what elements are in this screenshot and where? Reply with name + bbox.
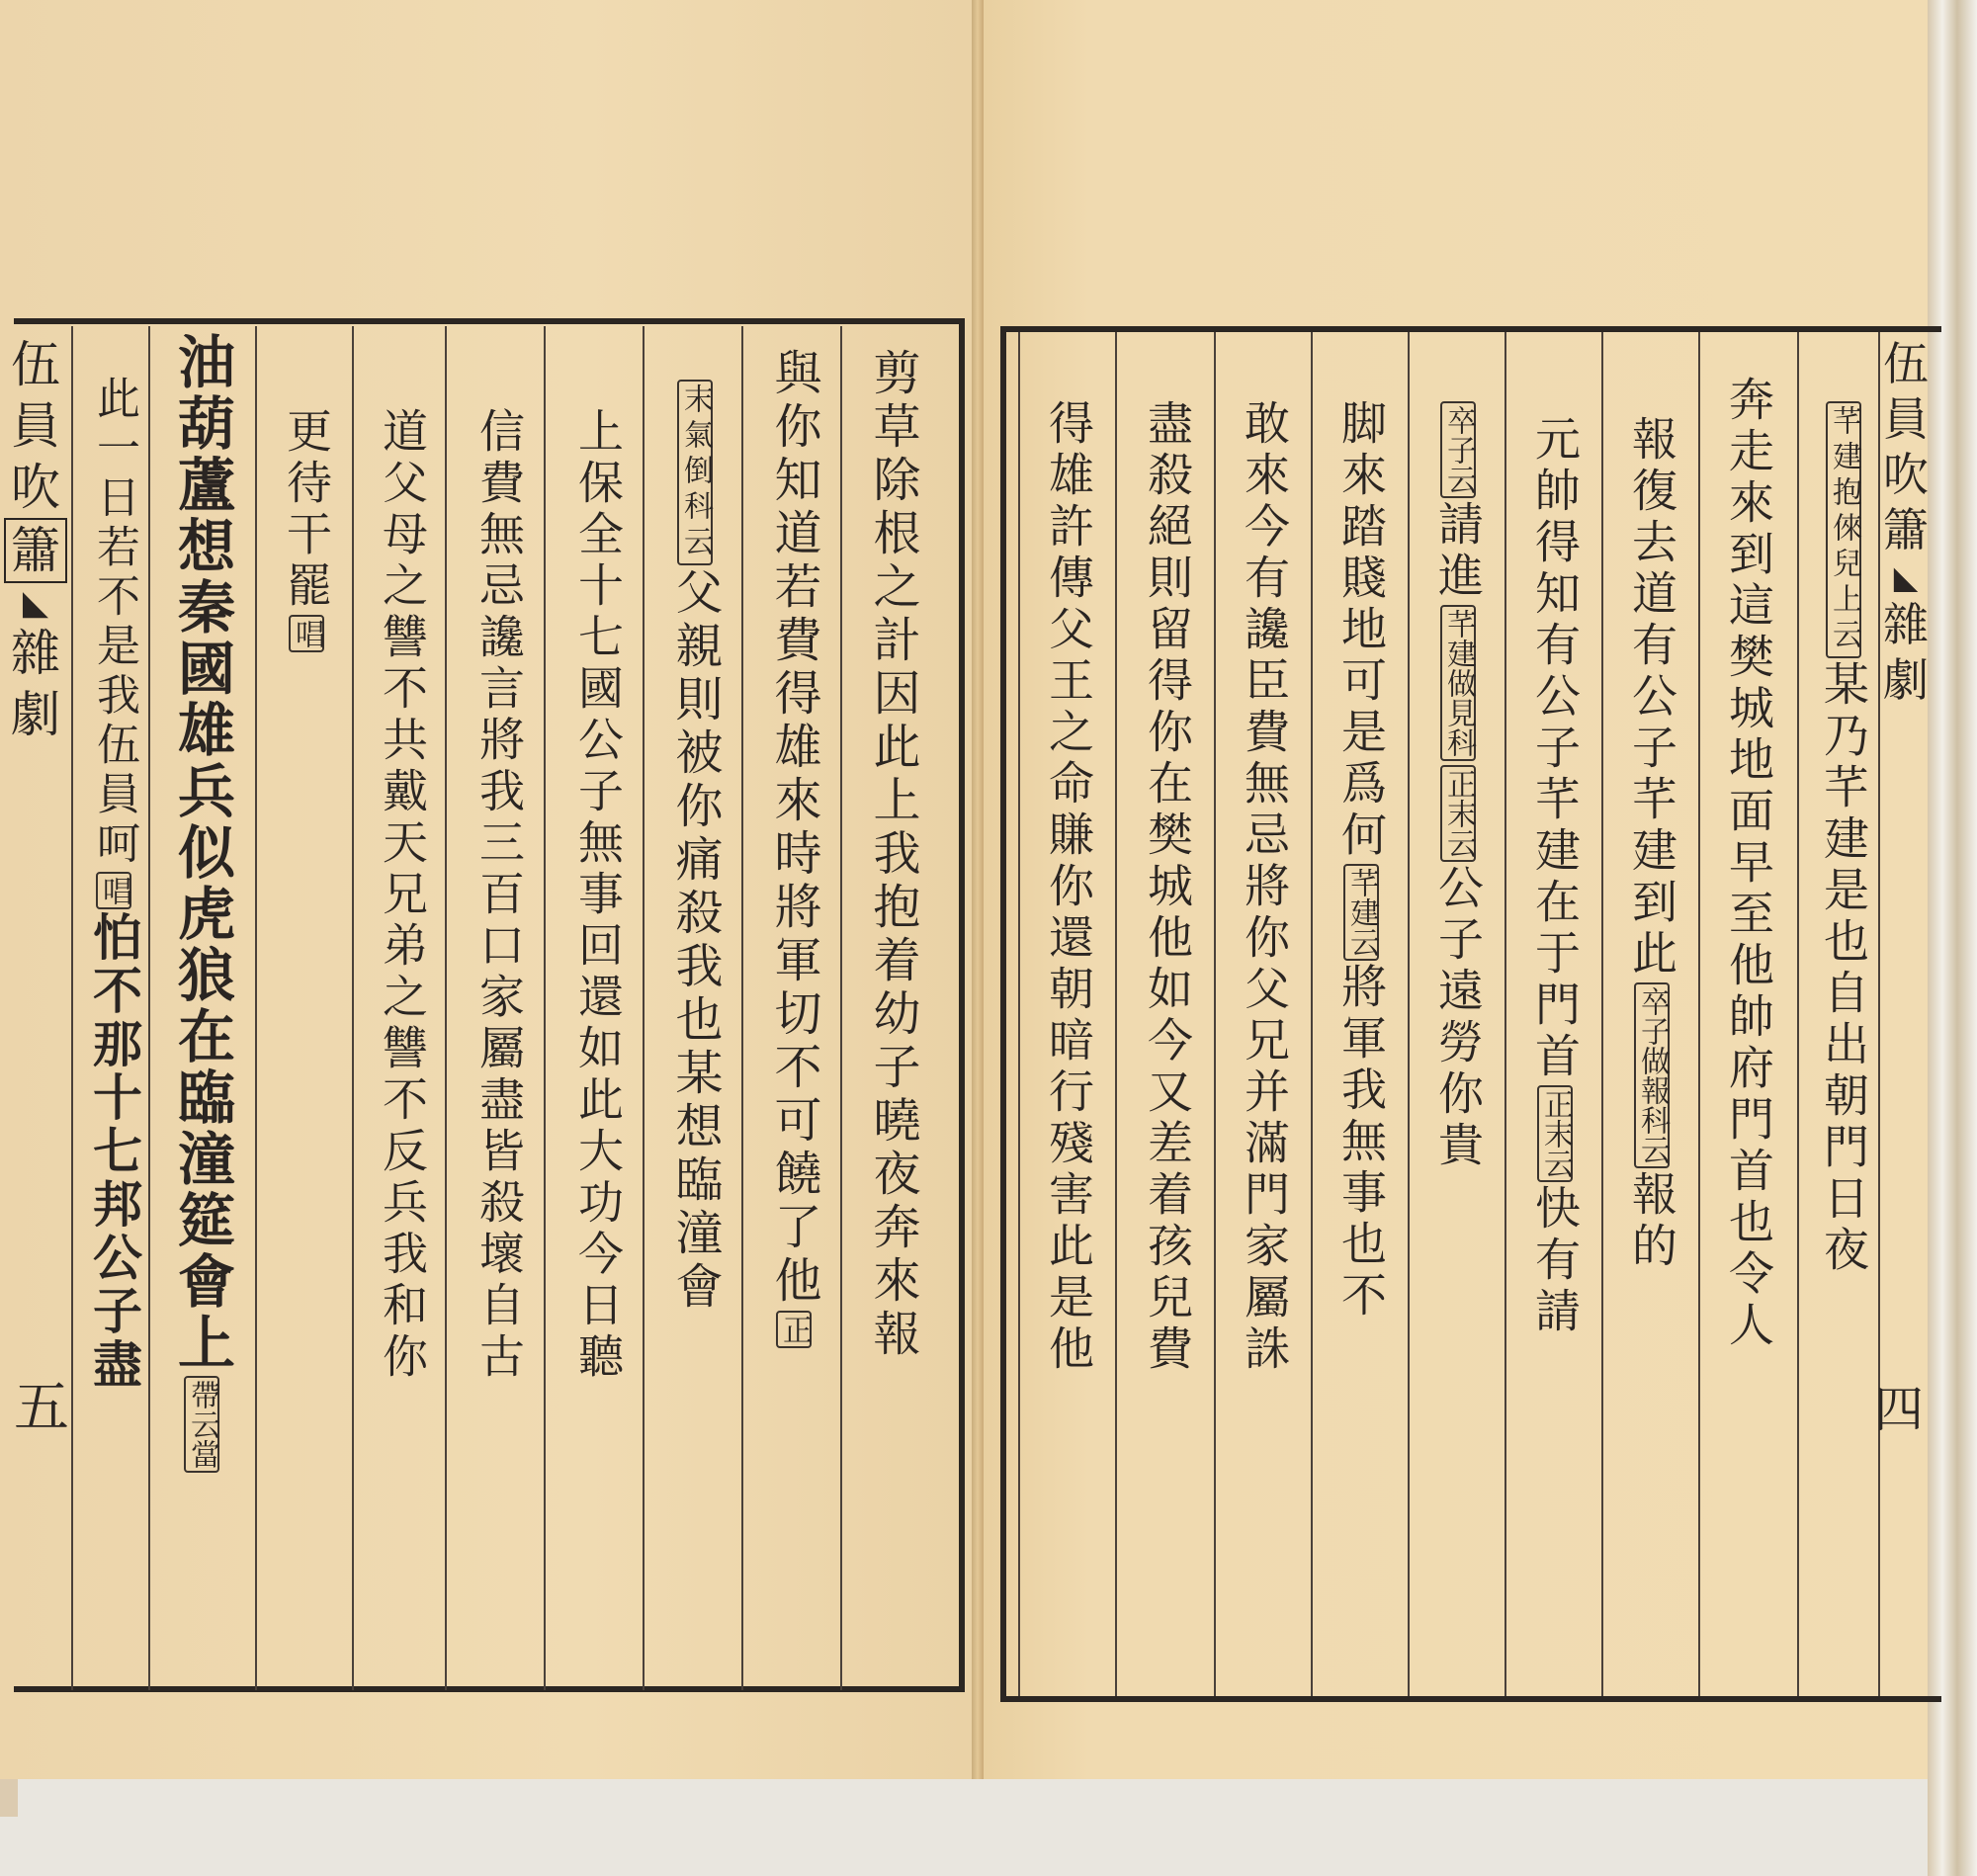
fishtail-mark: ◣: [1893, 558, 1919, 596]
text-column: [272, 407, 341, 654]
column-rule: [148, 326, 150, 1690]
margin-title-char: 簫: [1883, 503, 1929, 556]
text-column: [1520, 415, 1590, 1338]
column-rule: [445, 326, 447, 1690]
column-rule: [643, 326, 645, 1690]
column-rule: [1018, 332, 1020, 1696]
margin-title-char: 吹: [11, 459, 60, 516]
stage-direction: 唱: [96, 872, 131, 909]
margin-section-char: 劇: [1883, 653, 1929, 707]
stage-direction: 正末云: [1440, 765, 1476, 862]
left-margin-title: [8, 334, 63, 745]
column-rule: [544, 326, 546, 1690]
column-rule: [741, 326, 743, 1690]
column-rule: [840, 326, 842, 1690]
column-text: 公子遠勞你貴: [1431, 864, 1485, 1172]
margin-title-char: 簫: [4, 518, 67, 583]
column-rule: [1214, 332, 1216, 1696]
column-text: 得雄許傳父王之命賺你還朝暗行殘害此是他: [1042, 399, 1095, 1376]
margin-section-char: 劇: [11, 686, 60, 743]
margin-section-char: 雜: [1883, 598, 1929, 651]
text-column: [1714, 376, 1783, 1352]
text-column: [1133, 399, 1202, 1376]
column-text: 某乃芊建是也自出朝門日夜: [1817, 660, 1870, 1277]
text-column: [465, 407, 534, 1384]
column-rule: [352, 326, 354, 1690]
column-text: 上保全十七國公子無事回還如此大功今日聽: [571, 407, 625, 1384]
text-column: [858, 348, 927, 1362]
column-text: 快有請: [1528, 1184, 1582, 1338]
column-rule: [1115, 332, 1117, 1696]
stage-direction: 末氣倒科云: [677, 380, 713, 565]
stage-direction: 正末云: [1537, 1085, 1573, 1182]
column-text: 元帥得知有公子芊建在于門首: [1528, 415, 1582, 1083]
stage-direction: 芊建做見科: [1440, 605, 1476, 761]
text-column: [1811, 399, 1876, 1277]
column-text: 道父母之讐不共戴天兄弟之讐不反兵我和你: [376, 407, 429, 1384]
column-text: 請進: [1431, 500, 1485, 603]
column-rule: [1797, 332, 1799, 1696]
text-column: [1327, 399, 1396, 1322]
book-gutter: [972, 0, 984, 1779]
column-text: 報的: [1625, 1170, 1678, 1273]
column-rule: [1311, 332, 1313, 1696]
verse-column: [160, 332, 243, 1475]
column-text: 信費無忌讒言將我三百口家屬盡皆殺壞自古: [473, 407, 526, 1384]
column-text: 更待干罷: [280, 407, 333, 613]
margin-title-char: 伍: [11, 336, 60, 393]
column-text: 將軍我無事也不: [1334, 963, 1388, 1322]
text-column: [1617, 415, 1686, 1273]
column-rule: [1601, 332, 1603, 1696]
column-rule: [255, 326, 257, 1690]
column-text: 油葫蘆想秦國雄兵似虎狼在臨潼筵會上: [168, 332, 235, 1374]
right-folio-number: 四: [1874, 1381, 1924, 1438]
left-folio-number: 五: [14, 1376, 69, 1440]
stage-direction: 唱: [289, 615, 324, 652]
stage-direction: 卒子云: [1440, 401, 1476, 498]
margin-title-char: 吹: [1883, 448, 1929, 501]
stage-direction: 正: [776, 1311, 812, 1348]
text-column: [759, 348, 828, 1350]
column-text: 怕不那十七邦公子盡: [85, 911, 143, 1392]
margin-title-char: 伍: [1883, 337, 1929, 390]
column-text: 與你知道若費得雄來時將軍切不可饒了他: [766, 348, 821, 1309]
margin-title-char: 員: [11, 397, 60, 455]
right-margin-title: [1880, 336, 1932, 708]
column-text: 父親則被你痛殺我也某想臨潼會: [667, 567, 723, 1315]
stage-direction: 芊建抱倈兒上云: [1826, 401, 1861, 658]
stage-direction: 帶云當: [184, 1376, 219, 1473]
column-rule: [71, 326, 73, 1690]
column-rule: [1698, 332, 1700, 1696]
column-text: 脚來踏賤地可是爲何: [1334, 399, 1388, 862]
stage-direction: 卒子做報科云: [1634, 982, 1670, 1168]
column-text: 剪草除根之計因此上我抱着幼子曉夜奔來報: [865, 348, 920, 1362]
text-column: [1230, 399, 1299, 1376]
margin-title-char: 員: [1883, 392, 1929, 446]
column-text: 盡殺絕則留得你在樊城他如今又差着孩兒費: [1141, 399, 1194, 1376]
stage-direction: 芊建云: [1343, 864, 1379, 961]
column-rule: [1408, 332, 1410, 1696]
column-text: 此一日若不是我伍員呵: [89, 376, 139, 870]
text-column: [79, 376, 148, 1392]
column-text: 報復去道有公子芊建到此: [1625, 415, 1678, 981]
column-rule: [1504, 332, 1506, 1696]
page-bottom-margin: [0, 1779, 1977, 1876]
text-column: [1034, 399, 1103, 1376]
text-column: [563, 407, 633, 1384]
margin-section-char: 雜: [11, 625, 60, 682]
text-column: [660, 378, 730, 1315]
text-column: [368, 407, 437, 1384]
column-text: 敢來今有讒臣費無忌將你父兄并滿門家屬誅: [1238, 399, 1291, 1376]
fishtail-mark: ◣: [22, 583, 49, 623]
text-column: [1423, 399, 1493, 1172]
column-text: 奔走來到這樊城地面早至他帥府門首也令人: [1722, 376, 1775, 1352]
